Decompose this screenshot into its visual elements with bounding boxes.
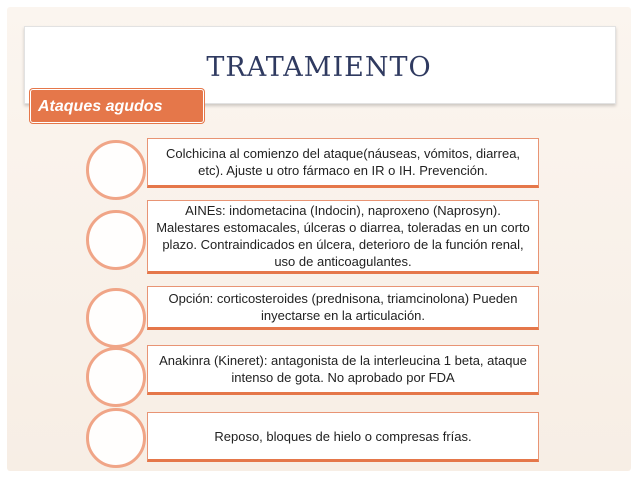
- item-text: Anakinra (Kineret): antagonista de la interleucina 1 beta, ataque intenso de gota. No aprobado por FDA: [159, 353, 527, 385]
- slide-title: TRATAMIENTO: [206, 52, 432, 83]
- item-text: Reposo, bloques de hielo o compresas frías.: [214, 428, 472, 444]
- item-text-box: [147, 138, 539, 188]
- section-tag: Ataques agudos: [30, 89, 204, 123]
- item-text-box: [147, 412, 539, 462]
- circle-bullet-icon: [86, 347, 146, 407]
- item-text: Opción: corticosteroides (prednisona, triamcinolona) Pueden inyectarse en la articulación.: [168, 291, 518, 323]
- item-text-box: [147, 286, 539, 330]
- circle-bullet-icon: [86, 408, 146, 468]
- item-text-box: [147, 200, 539, 274]
- circle-bullet-icon: [86, 210, 146, 270]
- circle-bullet-icon: [86, 140, 146, 200]
- item-text: AINEs: indometacina (Indocin), naproxeno (Naprosyn). Malestares estomacales, úlceras o diarrea, toleradas en un corto plazo. Contraindicados en úlcera, deterioro de la función renal, uso de anticoagulantes.: [156, 203, 530, 269]
- item-text: Colchicina al comienzo del ataque(náuseas, vómitos, diarrea, etc). Ajuste u otro fármaco en IR o IH. Prevención.: [165, 146, 521, 178]
- item-text-box: [147, 345, 539, 395]
- circle-bullet-icon: [86, 288, 146, 348]
